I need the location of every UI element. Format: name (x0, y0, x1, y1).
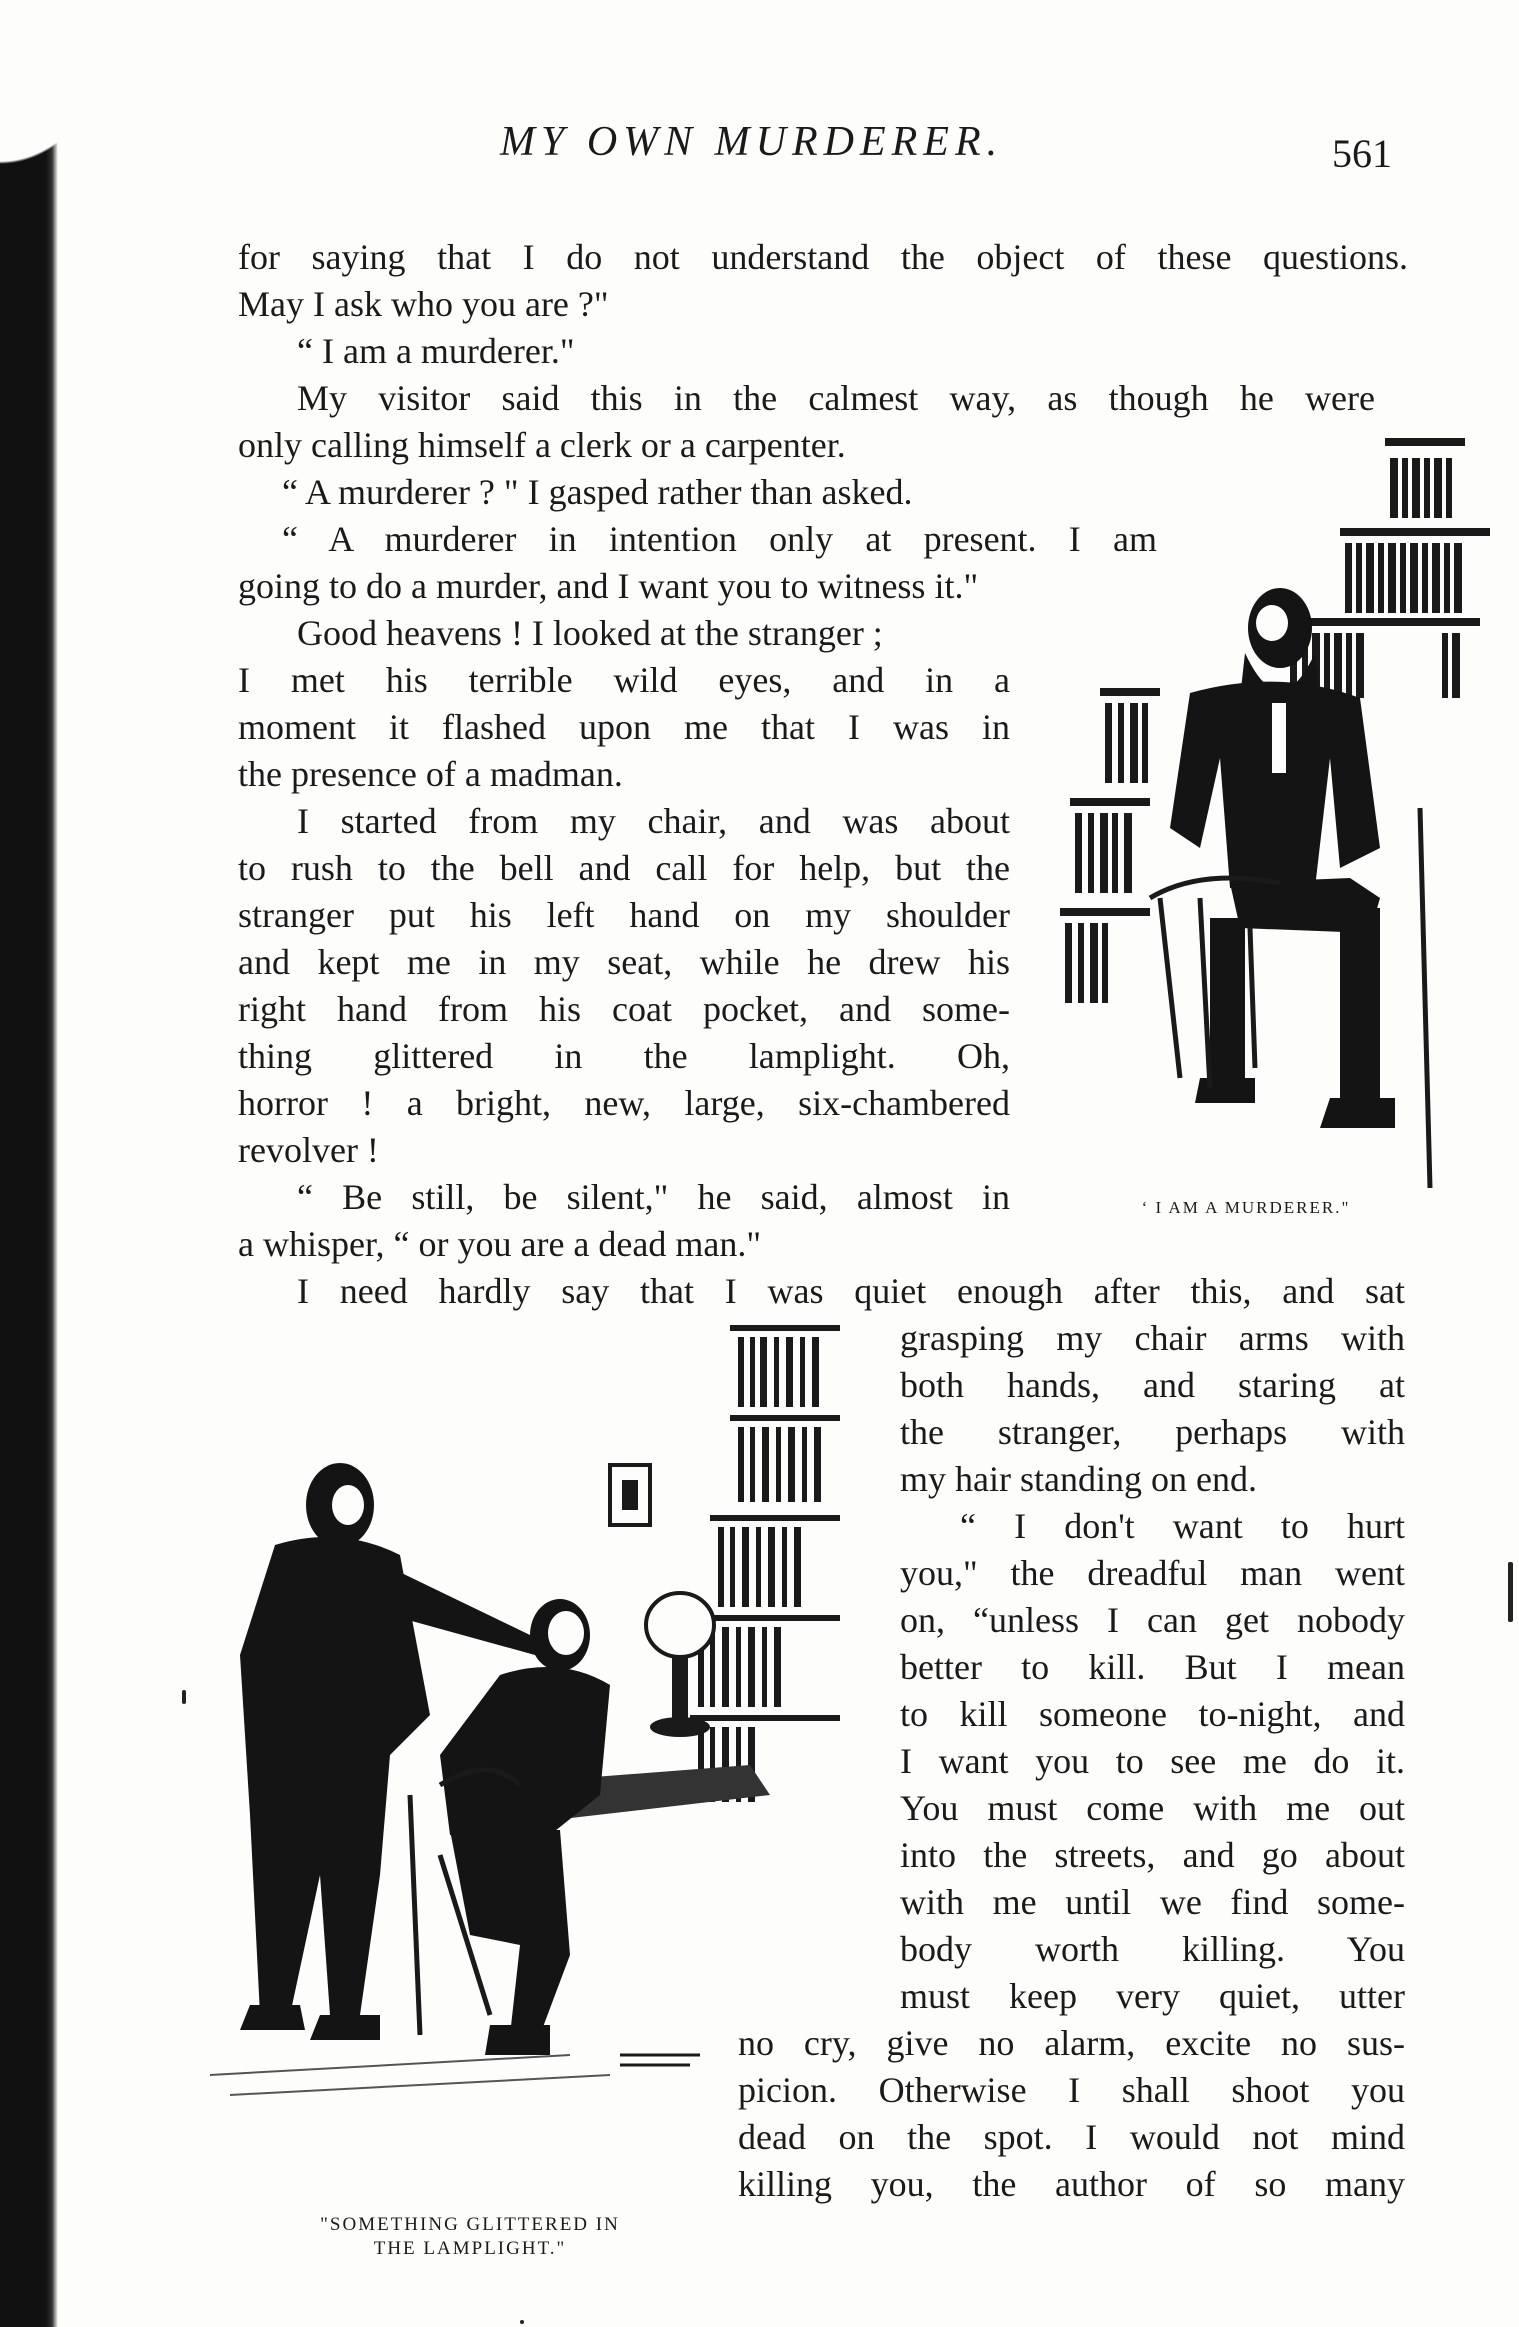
text-line: and kept me in my seat, while he drew his (238, 942, 1010, 982)
text-line: a whisper, “ or you are a dead man." (238, 1224, 762, 1264)
text-line: My visitor said this in the calmest way, as though he were (297, 378, 1375, 418)
caption-top-illustration: ‘ I AM A MURDERER." (1141, 1198, 1351, 1217)
text-line: grasping my chair arms with (900, 1318, 1405, 1358)
text-line: you," the dreadful man went (900, 1553, 1405, 1593)
running-title: MY OWN MURDERER. (500, 119, 1004, 165)
text-line: body worth killing. You (900, 1929, 1405, 1969)
text-line: into the streets, and go about (900, 1835, 1405, 1875)
text-line: stranger put his left hand on my shoulder (238, 895, 1010, 935)
text-line: to kill someone to-night, and (900, 1694, 1405, 1734)
text-line: moment it flashed upon me that I was in (238, 707, 1010, 747)
scan-speck (520, 2320, 524, 2324)
text-line: my hair standing on end. (900, 1459, 1257, 1499)
text-line: I need hardly say that I was quiet enough after this, and sat (297, 1271, 1405, 1311)
text-line: “ I am a murderer." (297, 331, 575, 371)
page-number: 561 (1332, 131, 1392, 176)
book-spine-shadow (0, 0, 58, 2327)
text-line: thing glittered in the lamplight. Oh, (238, 1036, 1010, 1076)
text-line: “ Be still, be silent," he said, almost in (297, 1177, 1010, 1217)
text-line: right hand from his coat pocket, and some- (238, 989, 1010, 1029)
text-line: “ A murderer ? " I gasped rather than asked. (282, 472, 913, 512)
page-corner (0, 0, 140, 190)
text-line: killing you, the author of so many (738, 2164, 1405, 2204)
text-line: dead on the spot. I would not mind (738, 2117, 1405, 2157)
text-line: both hands, and staring at (900, 1365, 1405, 1405)
text-line: the stranger, perhaps with (900, 1412, 1405, 1452)
text-line: I want you to see me do it. (900, 1741, 1405, 1781)
illustration-seated-murderer (1040, 428, 1500, 1188)
text-line: I started from my chair, and was about (297, 801, 1010, 841)
text-line: revolver ! (238, 1130, 379, 1170)
text-line: on, “unless I can get nobody (900, 1600, 1405, 1640)
text-line: to rush to the bell and call for help, but the (238, 848, 1010, 888)
text-line: with me until we find some- (900, 1882, 1405, 1922)
text-line: going to do a murder, and I want you to witness it." (238, 566, 979, 606)
caption-bottom-illustration (270, 2213, 670, 2261)
text-line: for saying that I do not understand the object of these questions. (238, 237, 1408, 277)
text-line: the presence of a madman. (238, 754, 623, 794)
scan-speck (1508, 1562, 1513, 1622)
scan-speck (182, 1690, 186, 1704)
text-line: “ A murderer in intention only at present. I am (282, 519, 1157, 559)
text-line: only calling himself a clerk or a carpenter. (238, 425, 846, 465)
caption-line-2: THE LAMPLIGHT." (373, 2238, 567, 2259)
text-line: must keep very quiet, utter (900, 1976, 1405, 2016)
caption-line-1: "SOMETHING GLITTERED IN (320, 2214, 620, 2235)
text-line: Good heavens ! I looked at the stranger ; (297, 613, 883, 653)
text-line: better to kill. But I mean (900, 1647, 1405, 1687)
text-line: I met his terrible wild eyes, and in a (238, 660, 1010, 700)
text-line: picion. Otherwise I shall shoot you (738, 2070, 1405, 2110)
text-line: horror ! a bright, new, large, six-chambered (238, 1083, 1010, 1123)
text-line: no cry, give no alarm, excite no sus- (738, 2023, 1405, 2063)
text-line: May I ask who you are ?" (238, 284, 609, 324)
text-line: “ I don't want to hurt (960, 1506, 1405, 1546)
text-line: You must come with me out (900, 1788, 1405, 1828)
illustration-revolver-scene (190, 1315, 880, 2205)
